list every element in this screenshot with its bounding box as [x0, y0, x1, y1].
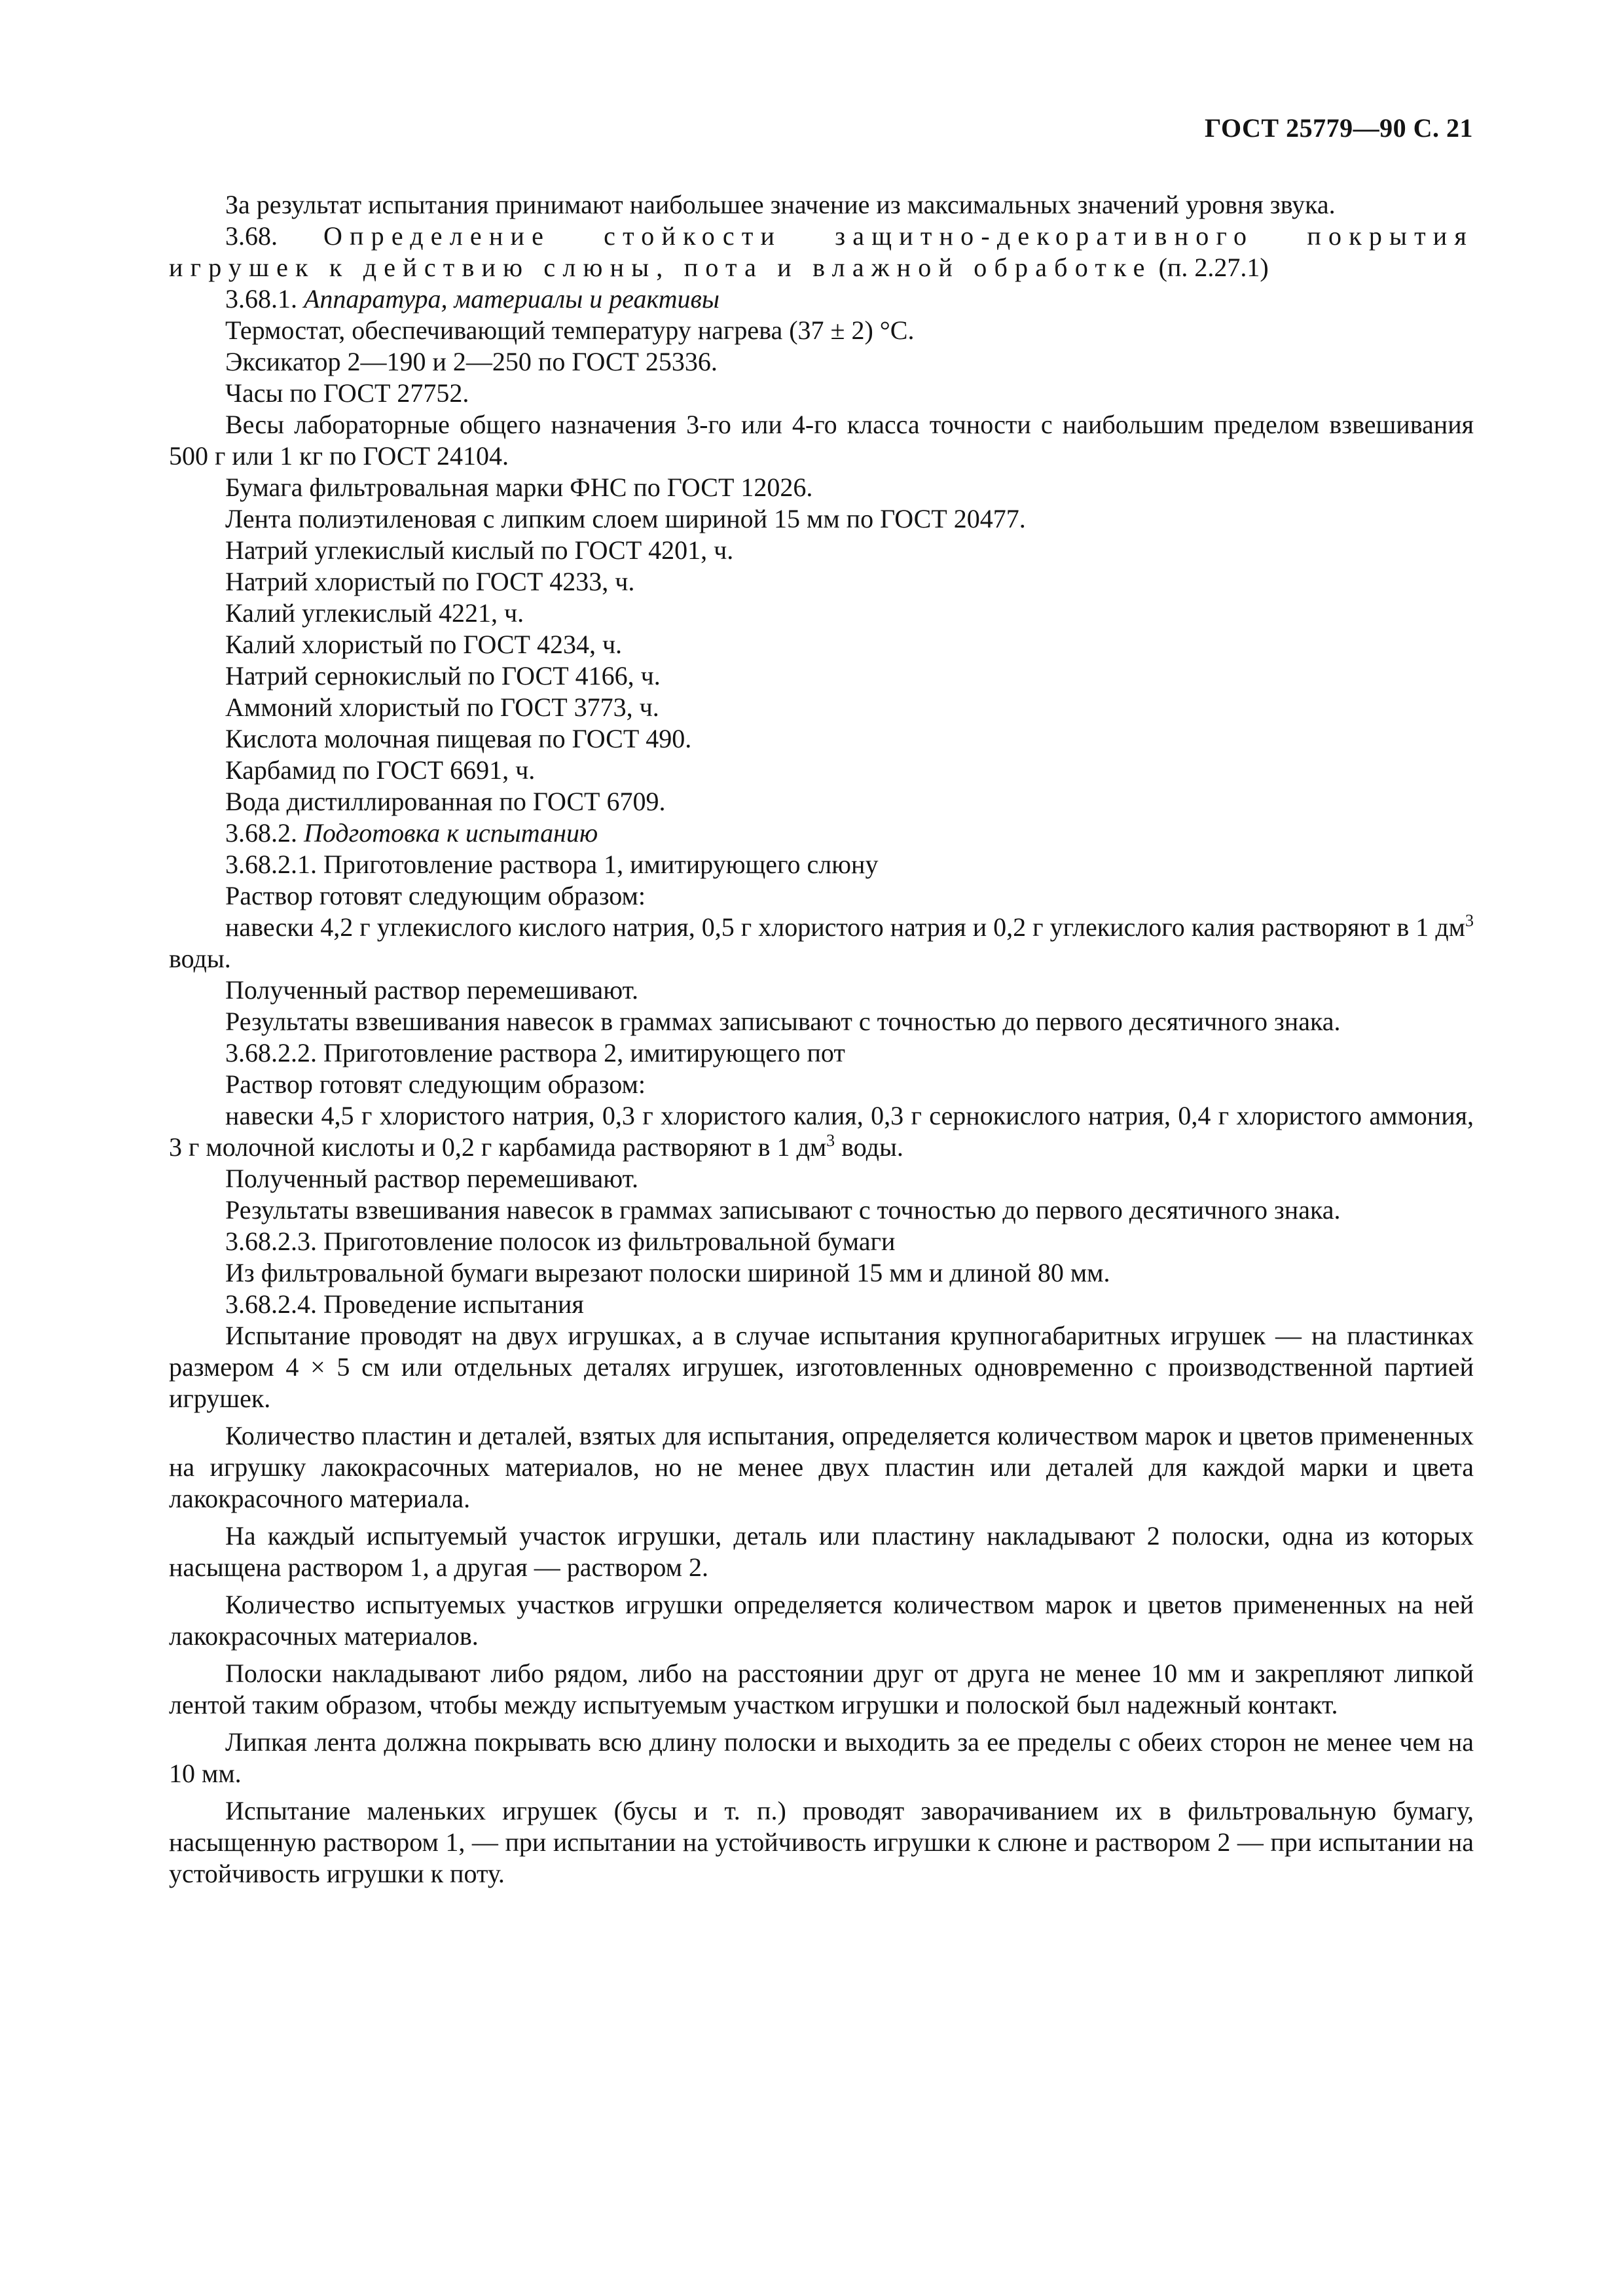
equipment-item: Часы по ГОСТ 27752. [225, 378, 469, 408]
subsection-heading-3-68-2 [169, 817, 1474, 849]
paragraph: Полоски накладывают либо рядом, либо на расстоянии друг от друга не менее 10 мм и закрепляют липкой лентой таким образом, чтобы между испытуемым участком игрушки и полоской был надежный контакт. [169, 1659, 1474, 1719]
paragraph: Испытание проводят на двух игрушках, а в случае испытания крупногабаритных игрушек — на пластинках размером 4 × 5 см или отдельных деталях игрушек, изготовленных одновременно с производственной партией игрушек. [169, 1321, 1474, 1413]
clause-heading: 3.68.2.2. Приготовление раствора 2, имитирующего пот [225, 1038, 845, 1067]
reagent-item: Калий хлористый по ГОСТ 4234, ч. [225, 630, 623, 659]
paragraph: За результат испытания принимают наибольшее значение из максимальных значений уровня звука. [225, 190, 1336, 219]
reagent-item: Вода дистиллированная по ГОСТ 6709. [225, 787, 666, 816]
reagent-item: Натрий хлористый по ГОСТ 4233, ч. [225, 567, 635, 596]
subsection-title: Подготовка к испытанию [304, 818, 598, 848]
paragraph: Раствор готовят следующим образом: [225, 881, 646, 910]
subsection-heading-3-68-1 [169, 283, 1474, 315]
paragraph: Результаты взвешивания навесок в граммах записывают с точностью до первого десятичного знака. [225, 1195, 1341, 1225]
body-text [169, 189, 1474, 1890]
reagent-item: Калий углекислый 4221, ч. [225, 598, 524, 628]
equipment-item: Термостат, обеспечивающий температуру нагрева (37 ± 2) °С. [225, 315, 915, 345]
running-header: ГОСТ 25779—90 С. 21 [1204, 113, 1473, 143]
paragraph: навески 4,5 г хлористого натрия, 0,3 г хлористого калия, 0,3 г сернокислого натрия, 0,4 г хлористого аммония, 3 г молочной кислоты и 0,2 г карбамида растворяют в 1 $дм^3$ воды. [169, 1101, 1474, 1162]
paragraph: Испытание маленьких игрушек (бусы и т. п.) проводят заворачиванием их в фильтровальную бумагу, насыщенную раствором 1, — при испытании на устойчивость игрушки к слюне и раствором 2 — при испытании на устойчивость игрушки к поту. [169, 1796, 1474, 1888]
reagent-item: Кислота молочная пищевая по ГОСТ 490. [225, 724, 692, 753]
paragraph: Полученный раствор перемешивают. [225, 1164, 639, 1193]
clause-heading: 3.68.2.4. Проведение испытания [225, 1289, 584, 1319]
subsection-title: Аппаратура, материалы и реактивы [304, 284, 720, 314]
paragraph: На каждый испытуемый участок игрушки, деталь или пластину накладывают 2 полоски, одна из которых насыщена раствором 1, а другая — раствором 2. [169, 1521, 1474, 1582]
equipment-item: Весы лабораторные общего назначения 3-го или 4-го класса точности с наибольшим пределом взвешивания 500 г или 1 кг по ГОСТ 24104. [169, 410, 1474, 471]
paragraph: навески 4,2 г углекислого кислого натрия, 0,5 г хлористого натрия и 0,2 г углекислого калия растворяют в 1 $дм^3$ воды. [169, 911, 1474, 973]
paragraph: Липкая лента должна покрывать всю длину полоски и выходить за ее пределы с обеих сторон не менее чем на 10 мм. [169, 1727, 1474, 1788]
material-item: Бумага фильтровальная марки ФНС по ГОСТ 12026. [225, 473, 813, 502]
clause-heading: 3.68.2.3. Приготовление полосок из фильтровальной бумаги [225, 1227, 896, 1256]
clause-heading: 3.68.2.1. Приготовление раствора 1, имитирующего слюну [225, 850, 879, 879]
section-title: Определение стойкости защитно-декоративного покрытия игрушек к действию слюны, пота и влажной обработке [169, 221, 1474, 282]
reagent-item: Карбамид по ГОСТ 6691, ч. [225, 755, 536, 785]
section-reference: (п. 2.27.1) [1152, 253, 1269, 282]
paragraph: Из фильтровальной бумаги вырезают полоски шириной 15 мм и длиной 80 мм. [225, 1258, 1110, 1287]
equipment-item: Эксикатор 2—190 и 2—250 по ГОСТ 25336. [225, 347, 718, 376]
material-item: Лента полиэтиленовая с липким слоем шириной 15 мм по ГОСТ 20477. [225, 504, 1026, 533]
section-number: 3.68. [225, 221, 323, 251]
superscript: 3 [826, 1131, 835, 1150]
paragraph: Результаты взвешивания навесок в граммах записывают с точностью до первого десятичного знака. [225, 1007, 1341, 1036]
subsection-number: 3.68.2. [225, 818, 304, 848]
paragraph: Количество пластин и деталей, взятых для испытания, определяется количеством марок и цветов примененных на игрушку лакокрасочных материалов, но не менее двух пластин или деталей для каждой марки и цвета лакокрасочного материала. [169, 1421, 1474, 1513]
paragraph: Полученный раствор перемешивают. [225, 975, 639, 1005]
section-heading-3-68 [169, 221, 1474, 283]
paragraph: Количество испытуемых участков игрушки определяется количеством марок и цветов примененных на ней лакокрасочных материалов. [169, 1590, 1474, 1651]
reagent-item: Натрий углекислый кислый по ГОСТ 4201, ч. [225, 535, 734, 565]
superscript: 3 [1465, 911, 1474, 930]
paragraph: Раствор готовят следующим образом: [225, 1069, 646, 1099]
subsection-number: 3.68.1. [225, 284, 304, 314]
reagent-item: Аммоний хлористый по ГОСТ 3773, ч. [225, 692, 659, 722]
reagent-item: Натрий сернокислый по ГОСТ 4166, ч. [225, 661, 661, 691]
